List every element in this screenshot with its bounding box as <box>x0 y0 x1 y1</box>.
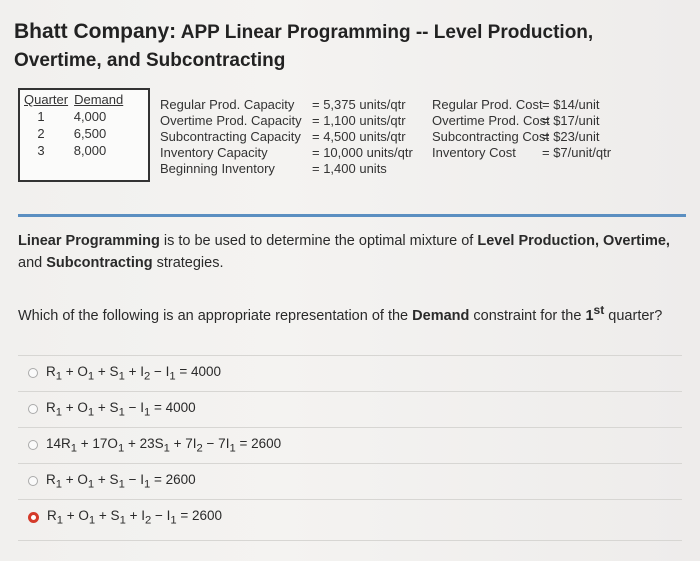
option-label: $R_1 + O_1 + S_1 - I_1 = 2600$ <box>46 471 196 491</box>
option-label: $R_1 + O_1 + S_1 - I_1 = 4000$ <box>46 399 196 419</box>
radio-button[interactable] <box>28 440 38 450</box>
cost-list <box>432 97 611 161</box>
cost-value: = $7/unit/qtr <box>542 145 612 160</box>
section-divider <box>18 214 686 217</box>
option-label: $R_1 + O_1 + S_1 + I_2 - I_1 = 2600$ <box>47 507 223 527</box>
intro-bold-strategies: Level Production, Overtime, <box>477 233 670 249</box>
quarter-cell: 2 <box>37 126 45 141</box>
table-row <box>24 143 123 158</box>
answer-option[interactable] <box>18 463 682 498</box>
quarter-cell: 3 <box>37 143 45 158</box>
cost-label: Inventory Cost <box>432 145 516 160</box>
page-title <box>14 18 684 75</box>
capacity-label: Regular Prod. Capacity <box>160 97 295 112</box>
capacity-label: Overtime Prod. Capacity <box>160 113 302 128</box>
demand-table <box>24 92 123 158</box>
question-part: quarter? <box>604 307 663 324</box>
title-rest: APP Linear Programming -- Level Production, Overtime, and Subcontracting <box>14 22 594 71</box>
radio-button[interactable] <box>28 368 38 378</box>
capacity-list <box>160 97 413 177</box>
cost-value: = $14/unit <box>542 97 600 112</box>
intro-bold-subcontracting: Subcontracting <box>46 255 153 271</box>
answer-option[interactable] <box>18 355 682 390</box>
answer-option[interactable] <box>18 499 682 534</box>
capacity-value: = 1,100 units/qtr <box>312 113 406 128</box>
demand-cell: 8,000 <box>73 143 107 158</box>
question-superscript: st <box>593 303 605 317</box>
question-part: constraint for the <box>469 307 586 324</box>
capacity-label: Subcontracting Capacity <box>160 129 301 144</box>
answer-option[interactable] <box>18 427 682 462</box>
capacity-value: = 4,500 units/qtr <box>312 129 406 144</box>
list-item <box>160 97 413 113</box>
cost-label: Subcontracting Cost <box>432 129 550 144</box>
option-label: $14R_1 + 17O_1 + 23S_1 + 7I_2 - 7I_1 = 2600$ <box>46 435 282 455</box>
table-row <box>24 126 123 141</box>
answer-option[interactable] <box>18 391 682 426</box>
demand-cell: 4,000 <box>73 109 107 124</box>
intro-part: and <box>18 255 47 271</box>
header-quarter: Quarter <box>24 92 69 107</box>
intro-part: strategies. <box>152 255 224 271</box>
radio-button[interactable] <box>28 512 39 523</box>
demand-cell: 6,500 <box>73 126 107 141</box>
header-demand: Demand <box>74 92 124 107</box>
cost-label: Regular Prod. Cost <box>432 97 543 112</box>
intro-bold-lp: Linear Programming <box>18 233 160 249</box>
cost-value: = $17/unit <box>542 113 600 128</box>
demand-table-header <box>24 92 123 107</box>
question-text <box>18 299 682 327</box>
list-item <box>160 145 413 161</box>
quarter-cell: 1 <box>37 109 45 124</box>
capacity-label: Beginning Inventory <box>160 161 275 176</box>
company-name: Bhatt Company: <box>14 20 177 43</box>
question-bold-quarter: 1 <box>585 307 594 324</box>
list-item <box>160 161 413 177</box>
option-label: $R_1 + O_1 + S_1 + I_2 - I_1 = 4000$ <box>46 363 222 383</box>
list-item <box>432 97 611 113</box>
table-row <box>24 109 123 124</box>
question-bold-demand: Demand <box>412 307 470 324</box>
intro-part: is to be used to determine the optimal mixture of <box>159 233 478 249</box>
question-part: Which of the following is an appropriate representation of the <box>18 307 413 324</box>
cost-label: Overtime Prod. Cost <box>432 113 550 128</box>
cost-value: = $23/unit <box>542 129 600 144</box>
list-item <box>432 145 611 161</box>
list-item <box>432 113 611 129</box>
capacity-value: = 1,400 units <box>312 161 387 176</box>
capacity-label: Inventory Capacity <box>160 145 268 160</box>
capacity-value: = 5,375 units/qtr <box>312 97 406 112</box>
list-item <box>432 129 611 145</box>
radio-button[interactable] <box>28 404 38 414</box>
bottom-divider <box>18 540 682 541</box>
radio-button[interactable] <box>28 476 38 486</box>
list-item <box>160 113 413 129</box>
intro-text <box>18 230 682 274</box>
list-item <box>160 129 413 145</box>
capacity-value: = 10,000 units/qtr <box>312 145 413 160</box>
